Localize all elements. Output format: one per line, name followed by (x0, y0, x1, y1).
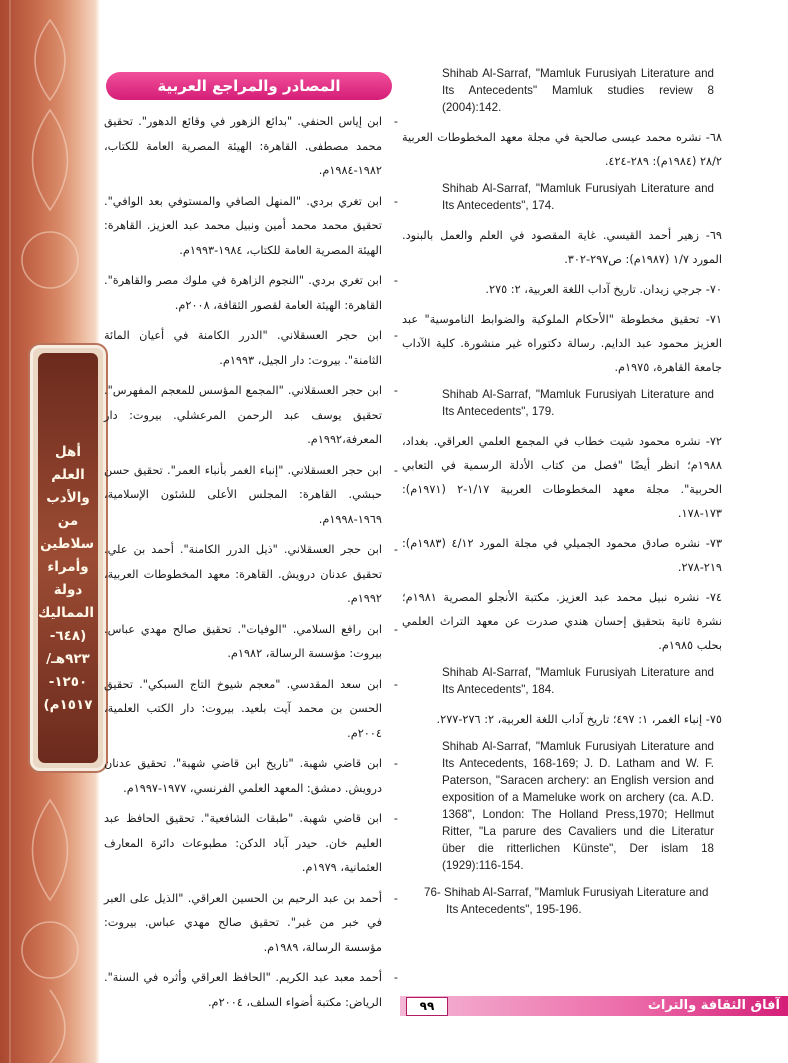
reference-list (104, 110, 398, 1015)
reference-item: - ابن حجر العسقلاني. "إنباء الغمر بأنباء العمر". تحقيق حسن حبشي. القاهرة: المجلس الأعلى للشئون الإسلامية، ١٩٦٩-١٩٩٨م. (104, 463, 398, 526)
footer-bar (400, 996, 788, 1016)
sidebar-line: والأدب من (46, 490, 90, 529)
footnote-latin: Shihab Al-Sarraf, "Mamluk Furusiyah Literature and Its Antecedents" Mamluk studies review 8 (2004):142. (442, 67, 714, 114)
references-column (104, 72, 398, 1021)
reference-item: - ابن قاضي شهبة. "تاريخ ابن قاضي شهبة". تحقيق عدنان درويش. دمشق: المعهد العلمي الفرنسي، ١٩٧٧-١٩٩٧م. (104, 757, 398, 795)
reference-item: - أحمد معبد عبد الكريم. "الحافظ العراقي وأثره في السنة". الرياض: مكتبة أضواء السلف، ٢٠٠٤م. (104, 971, 398, 1009)
footnote-71: ٧١- تحقيق مخطوطة "الأحكام الملوكية والضوابط الناموسية" عبد العزيز محمود عبد الدايم. رسالة دكتوراه غير منشورة. كلية الآداب جامعة القاهرة، ١٩٧٥م. (402, 313, 722, 374)
sidebar-line: وأمراء دولة (47, 559, 89, 598)
sidebar-line: ١٢٥٠- (48, 674, 88, 690)
reference-item: - ابن حجر العسقلاني. "المجمع المؤسس للمعجم المفهرس". تحقيق يوسف عبد الرحمن المرعشلي. بيروت: دار المعرفة،١٩٩٢م. (104, 384, 398, 446)
sidebar-line: ١٥١٧م) (43, 697, 93, 713)
reference-item: - ابن سعد المقدسي. "معجم شيوخ التاج السبكي". تحقيق الحسن بن محمد آيت بلعيد. بيروت: دار الكتب العلمية، ٢٠٠٤م. (104, 677, 398, 740)
footnote-76: 76- Shihab Al-Sarraf, "Mamluk Furusiyah Literature and Its Antecedents", 195-196. (424, 886, 709, 916)
reference-item: - ابن حجر العسقلاني. "ذيل الدرر الكامنة". أحمد بن علي. تحقيق عدنان درويش. القاهرة: معهد المخطوطات العربية، ١٩٩٢م. (104, 543, 398, 605)
section-title: المصادر والمراجع العربية (106, 72, 392, 100)
reference-item: - ابن تغري بردي. "النجوم الزاهرة في ملوك مصر والقاهرة". القاهرة: الهيئة العامة لقصور الثقافة، ٢٠٠٨م. (104, 274, 398, 312)
sidebar-line: أهل العلم (51, 444, 85, 483)
sidebar-title (37, 441, 94, 717)
sidebar-title-panel (30, 345, 106, 771)
page-number: ٩٩ (406, 997, 448, 1016)
footnote-70: ٧٠- جرجي زيدان. تاريخ آداب اللغة العربية، ٢: ٢٧٥. (485, 283, 722, 296)
footnote-75-latin: Shihab Al-Sarraf, "Mamluk Furusiyah Literature and Its Antecedents, 168-169; J. D. Latham and W. F. Paterson, "Saracen archery: an English version and exposition of a Mameluke work on archery (ca. A.D. 1368", London: The Holland Press,1970; Hellmut Ritter, "La parure des Cavaliers und die Literatur über die ritterlichen Künste", Der islam 18 (1929):116-154. (442, 740, 714, 872)
footnote-72: ٧٢- نشره محمود شيت خطاب في المجمع العلمي العراقي. بغداد، ١٩٨٨م؛ انظر أيضًا "فصل من كتاب الأدلة الرسمية في التعابي الحربية". مجلة معهد المخطوطات العربية ١/١٧-٢ (١٩٧١م): ١٧٣-١٧٨. (402, 435, 722, 520)
reference-item: - ابن تغري بردي. "المنهل الصافي والمستوفي بعد الوافي". تحقيق محمد محمد أمين ونبيل محمد عبد العزيز. القاهرة: الهيئة المصرية العامة للكتاب، ١٩٨٤-١٩٩٣م. (104, 194, 398, 257)
journal-title: آفاق الثقافة والتراث (647, 998, 780, 1013)
footnote-74-latin: Shihab Al-Sarraf, "Mamluk Furusiyah Literature and Its Antecedents", 184. (442, 666, 714, 696)
footnote-69: ٦٩- زهير أحمد القيسي. غاية المقصود في العلم والعمل بالبنود. المورد ١/٧ (١٩٨٧م): ص٢٩٧-٣٠٢. (402, 229, 722, 266)
reference-item: - ابن رافع السلامي. "الوفيات". تحقيق صالح مهدي عباس. بيروت: مؤسسة الرسالة، ١٩٨٢م. (104, 622, 398, 660)
sidebar-line: المماليك (37, 605, 94, 621)
reference-item: - ابن إياس الحنفي. "بدائع الزهور في وقائع الدهور". تحقيق محمد مصطفى. القاهرة: الهيئة المصرية العامة للكتاب، ١٩٨٢-١٩٨٤م. (104, 115, 398, 177)
footnote-68-latin: Shihab Al-Sarraf, "Mamluk Furusiyah Literature and Its Antecedents", 174. (442, 182, 714, 212)
sidebar-line: ٩٢٣هـ/ (46, 651, 90, 667)
reference-item: - ابن حجر العسقلاني. "الدرر الكامنة في أعيان المائة الثامنة". بيروت: دار الجيل، ١٩٩٣م. (104, 329, 398, 367)
footnote-74: ٧٤- نشره نبيل محمد عبد العزيز. مكتبة الأنجلو المصرية ١٩٨١م؛ نشرة ثانية بتحقيق إحسان هندي صدرت عن معهد التراث العلمي بحلب ١٩٨٥م. (402, 591, 722, 652)
reference-item: - ابن قاضي شهبة. "طبقات الشافعية". تحقيق الحافظ عبد العليم خان. حيدر آباد الدكن: مطبوعات دائرة المعارف العثمانية، ١٩٧٩م. (104, 812, 398, 874)
footnote-68: ٦٨- نشره محمد عيسى صالحية في مجلة معهد المخطوطات العربية ٢٨/٢ (١٩٨٤م): ٢٨٩-٤٢٤. (402, 131, 722, 168)
footnotes-column (402, 65, 722, 918)
footnote-71-latin: Shihab Al-Sarraf, "Mamluk Furusiyah Literature and Its Antecedents", 179. (442, 388, 714, 418)
sidebar-line: سلاطين (40, 536, 94, 552)
footnote-73: ٧٣- نشره صادق محمود الجميلي في مجلة المورد ٤/١٢ (١٩٨٣م): ٢١٩-٢٧٨. (402, 537, 723, 574)
reference-item: - أحمد بن عبد الرحيم بن الحسين العراقي. "الذيل على العبر في خبر من غبر". تحقيق صالح مهدي عباس. بيروت: مؤسسة الرسالة، ١٩٨٩م. (104, 891, 398, 954)
sidebar-line: (٦٤٨- (49, 628, 87, 644)
footnote-75: ٧٥- إنباء الغمر، ١: ٤٩٧؛ تاريخ آداب اللغة العربية، ٢: ٢٧٦-٢٧٧. (436, 713, 722, 726)
